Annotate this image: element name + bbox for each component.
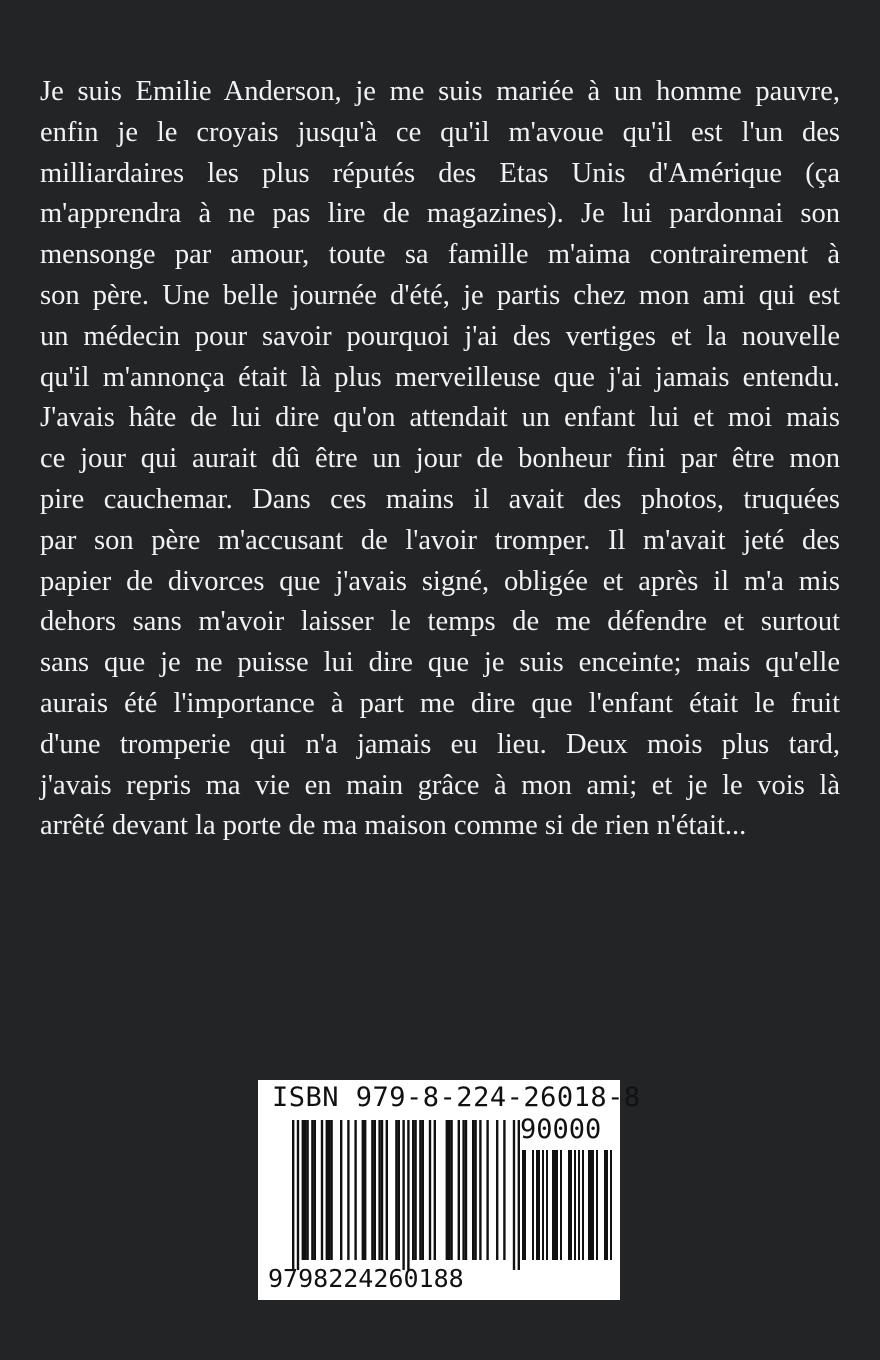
addon-bar: [538, 1150, 540, 1260]
addon-bar: [524, 1150, 526, 1260]
addon-bar: [588, 1150, 590, 1260]
addon-bar: [560, 1150, 562, 1260]
barcode-bar: [314, 1120, 316, 1260]
blurb-line: enfin je le croyais jusqu'à ce qu'il m'avoue qu'il est l'un des: [40, 116, 840, 148]
addon-bar: [606, 1150, 608, 1260]
barcode-bar: [306, 1120, 308, 1260]
barcode-bar: [458, 1120, 460, 1260]
blurb-line: J'avais hâte de lui dire qu'on attendait un enfant lui et moi mais: [40, 402, 840, 434]
blurb-line: m'apprendra à ne pas lire de magazines). Je lui pardonnai son: [40, 198, 840, 230]
blurb-line: dehors sans m'avoir laisser le temps de me défendre et surtout: [40, 606, 840, 638]
barcode-bar: [330, 1120, 332, 1260]
blurb-line: arrêté devant la porte de ma maison comme si de rien n'était...: [40, 810, 747, 842]
addon-bar: [536, 1150, 538, 1260]
barcode-bar: [419, 1120, 421, 1260]
barcode-bar: [386, 1120, 388, 1260]
barcode-bar: [302, 1120, 304, 1260]
barcode-bar: [347, 1120, 349, 1260]
blurb-line: milliardaires les plus réputés des Etas Unis d'Amérique (ça: [40, 157, 840, 189]
barcode-bar: [395, 1120, 397, 1260]
addon-bar: [552, 1150, 554, 1260]
blurb-line: aurais été l'importance à part me dire que l'enfant était le fruit: [40, 687, 840, 719]
barcode-bar: [465, 1120, 467, 1260]
addon-bar: [578, 1150, 580, 1260]
blurb-line: mensonge par amour, toute sa famille m'aima contrairement à: [40, 239, 840, 271]
addon-bar: [568, 1150, 570, 1260]
barcode-bar: [340, 1120, 342, 1260]
blurb-line: ce jour qui aurait dû être un jour de bonheur fini par être mon: [40, 443, 840, 475]
barcode-bar: [321, 1120, 323, 1260]
blurb-line: Je suis Emilie Anderson, je me suis mariée à un homme pauvre,: [40, 76, 840, 107]
addon-bar: [556, 1150, 558, 1260]
barcode-bar: [378, 1120, 380, 1260]
addon-bar: [592, 1150, 594, 1260]
isbn-label: ISBN 979-8-224-26018-8: [272, 1082, 641, 1113]
barcode-bar: [474, 1120, 476, 1260]
blurb-line: par son père m'accusant de l'avoir tromper. Il m'avait jeté des: [40, 524, 840, 556]
barcode-bar: [450, 1120, 452, 1260]
barcode-bar: [462, 1120, 464, 1260]
addon-bar: [596, 1150, 598, 1260]
addon-bar: [610, 1150, 612, 1260]
barcode-bar: [503, 1120, 505, 1260]
barcode-bar: [311, 1120, 313, 1260]
barcode-bar: [402, 1120, 404, 1270]
blurb-line: qu'il m'annonça était là plus merveilleuse que j'ai jamais entendu.: [40, 361, 840, 393]
barcode-bar: [513, 1120, 515, 1270]
barcode-bar: [479, 1120, 481, 1260]
isbn-barcode: [258, 1080, 641, 1300]
barcode-bar: [292, 1120, 294, 1270]
ean-digits: 9798224260188: [268, 1264, 464, 1293]
barcode-bar: [328, 1120, 330, 1260]
blurb-line: d'une tromperie qui n'a jamais eu lieu. Deux mois plus tard,: [40, 728, 840, 760]
price-code: 90000: [520, 1114, 602, 1145]
addon-bar: [582, 1150, 584, 1260]
barcode-bar: [414, 1120, 416, 1260]
barcode-bar: [362, 1120, 364, 1260]
barcode-bar: [434, 1120, 436, 1260]
addon-bar: [574, 1150, 576, 1260]
barcode-bar: [446, 1120, 448, 1260]
back-cover-blurb: [40, 72, 840, 847]
blurb-line: papier de divorces que j'avais signé, obligée et après il m'a mis: [40, 565, 840, 597]
barcode-bar: [326, 1120, 328, 1260]
blurb-line: son père. Une belle journée d'été, je partis chez mon ami qui est: [40, 279, 840, 311]
barcode-bar: [297, 1120, 299, 1270]
addon-bar: [542, 1150, 544, 1260]
addon-bar: [554, 1150, 556, 1260]
addon-bar: [590, 1150, 592, 1260]
barcode-bar: [371, 1120, 373, 1260]
barcode-bar: [472, 1120, 474, 1260]
barcode-bar: [398, 1120, 400, 1260]
barcode-bar: [412, 1120, 414, 1260]
barcode-bar: [374, 1120, 376, 1260]
addon-bar: [532, 1150, 534, 1260]
addon-bar: [518, 1150, 520, 1260]
barcode-bar: [496, 1120, 498, 1260]
barcode-bar: [354, 1120, 356, 1260]
addon-bar: [604, 1150, 606, 1260]
blurb-line: un médecin pour savoir pourquoi j'ai des vertiges et la nouvelle: [40, 320, 840, 352]
barcode-bar: [364, 1120, 366, 1260]
barcode-bar: [304, 1120, 306, 1260]
addon-bar: [522, 1150, 524, 1260]
barcode-bar: [429, 1120, 431, 1260]
barcode-bar: [407, 1120, 409, 1270]
blurb-line: pire cauchemar. Dans ces mains il avait des photos, truquées: [40, 483, 840, 515]
barcode-bar: [486, 1120, 488, 1260]
blurb-line: j'avais repris ma vie en main grâce à mon ami; et je le vois là: [40, 769, 840, 801]
blurb-line: sans que je ne puisse lui dire que je suis enceinte; mais qu'elle: [40, 647, 840, 679]
addon-bar: [546, 1150, 548, 1260]
barcode-bar: [448, 1120, 450, 1260]
barcode-bar: [381, 1120, 383, 1260]
barcode-bar: [422, 1120, 424, 1260]
addon-bar: [570, 1150, 572, 1260]
